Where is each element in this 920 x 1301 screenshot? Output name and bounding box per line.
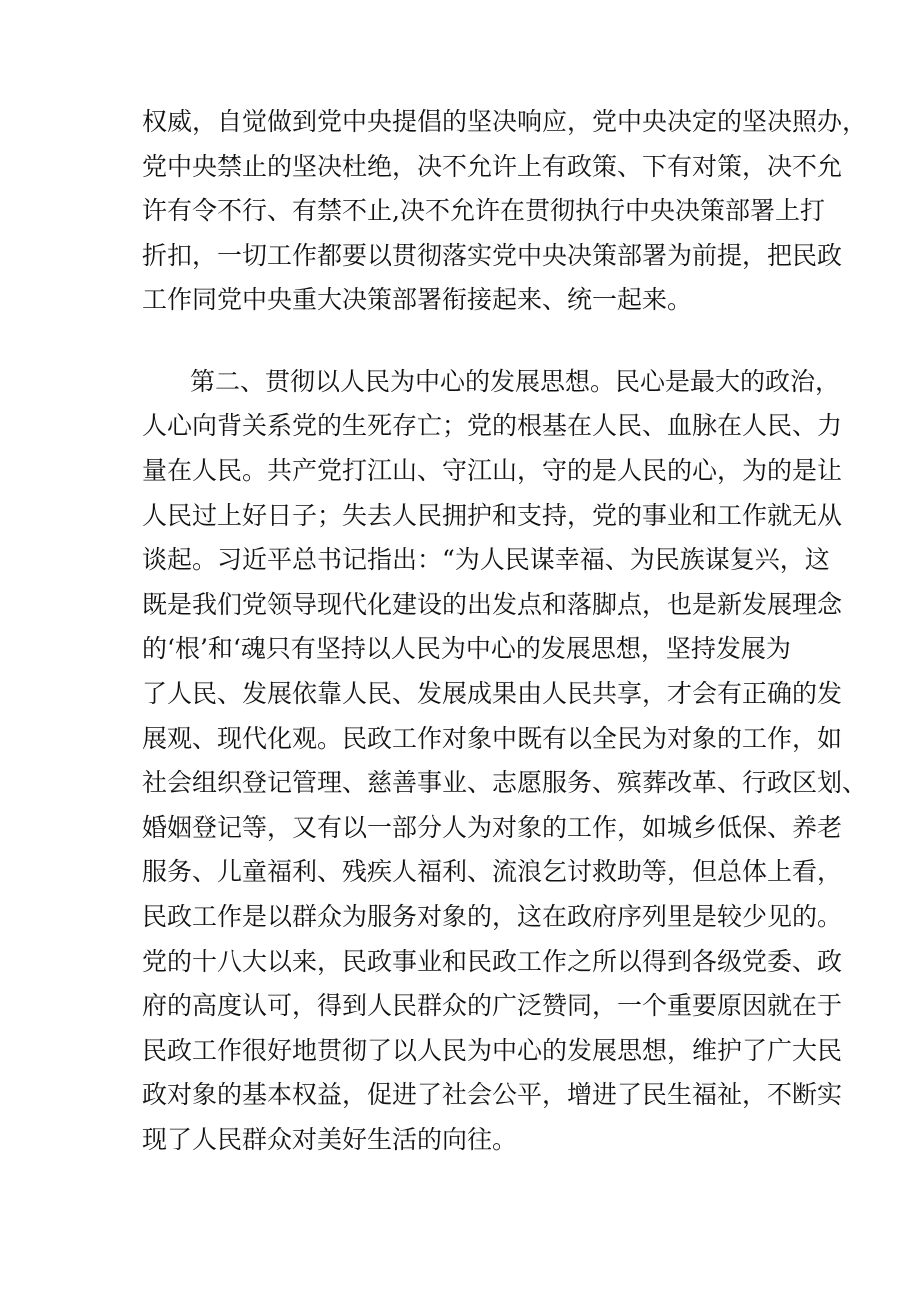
paragraph-2-line-11: 婚姻登记等，又有以一部分人为对象的工作，如城乡低保、养老 — [142, 813, 843, 842]
paragraph-2-line-7: 的‘根’和‘魂只有坚持以人民为中心的发展思想，坚持发展为 — [142, 634, 791, 663]
paragraph-2-line-15: 府的高度认可，得到人民群众的广泛赞同，一个重要原因就在于 — [142, 991, 843, 1020]
paragraph-1-line-5: 工作同党中央重大决策部署衔接起来、统一起来。 — [142, 285, 693, 314]
paragraph-2-line-6: 既是我们党领导现代化建设的出发点和落脚点，也是新发展理念 — [142, 590, 843, 619]
paragraph-1-line-3: 许有令不行、有禁不止,决不允许在贯彻执行中央决策部署上打 — [142, 196, 825, 225]
paragraph-1-line-2: 党中央禁止的坚决杜绝，决不允许上有政策、下有对策，决不允 — [142, 152, 843, 181]
paragraph-2-line-4: 人民过上好日子；失去人民拥护和支持，党的事业和工作就无从 — [142, 501, 843, 530]
paragraph-1-line-4: 折扣，一切工作都要以贯彻落实党中央决策部署为前提，把民政 — [142, 241, 843, 270]
paragraph-2-line-9: 展观、现代化观。民政工作对象中既有以全民为对象的工作，如 — [142, 724, 843, 753]
paragraph-2-line-3: 量在人民。共产党打江山、守江山，守的是人民的心，为的是让 — [142, 456, 843, 485]
paragraph-2-line-5: 谈起。习近平总书记指出：“为人民谋幸福、为民族谋复兴，这 — [142, 545, 830, 574]
paragraph-2-line-10: 社会组织登记管理、慈善事业、志愿服务、殡葬改革、行政区划、 — [142, 768, 868, 797]
paragraph-2-line-16: 民政工作很好地贯彻了以人民为中心的发展思想，维护了广大民 — [142, 1036, 843, 1065]
paragraph-2-line-18: 现了人民群众对美好生活的向往。 — [142, 1125, 518, 1154]
paragraph-2-line-12: 服务、儿童福利、残疾人福利、流浪乞讨救助等，但总体上看， — [142, 857, 843, 886]
paragraph-2-line-1: 第二、贯彻以人民为中心的发展思想。民心是最大的政治， — [190, 367, 841, 396]
paragraph-2-line-14: 党的十八大以来，民政事业和民政工作之所以得到各级党委、政 — [142, 947, 843, 976]
paragraph-2-line-8: 了人民、发展依靠人民、发展成果由人民共享，才会有正确的发 — [142, 679, 843, 708]
paragraph-2-line-17: 政对象的基本权益，促进了社会公平，增进了民生福祉，不断实 — [142, 1080, 843, 1109]
paragraph-2-line-2: 人心向背关系党的生死存亡；党的根基在人民、血脉在人民、力 — [142, 411, 843, 440]
paragraph-2-line-13: 民政工作是以群众为服务对象的，这在政府序列里是较少见的。 — [142, 902, 843, 931]
paragraph-1-line-1: 权威，自觉做到党中央提倡的坚决响应，党中央决定的坚决照办， — [142, 107, 868, 136]
